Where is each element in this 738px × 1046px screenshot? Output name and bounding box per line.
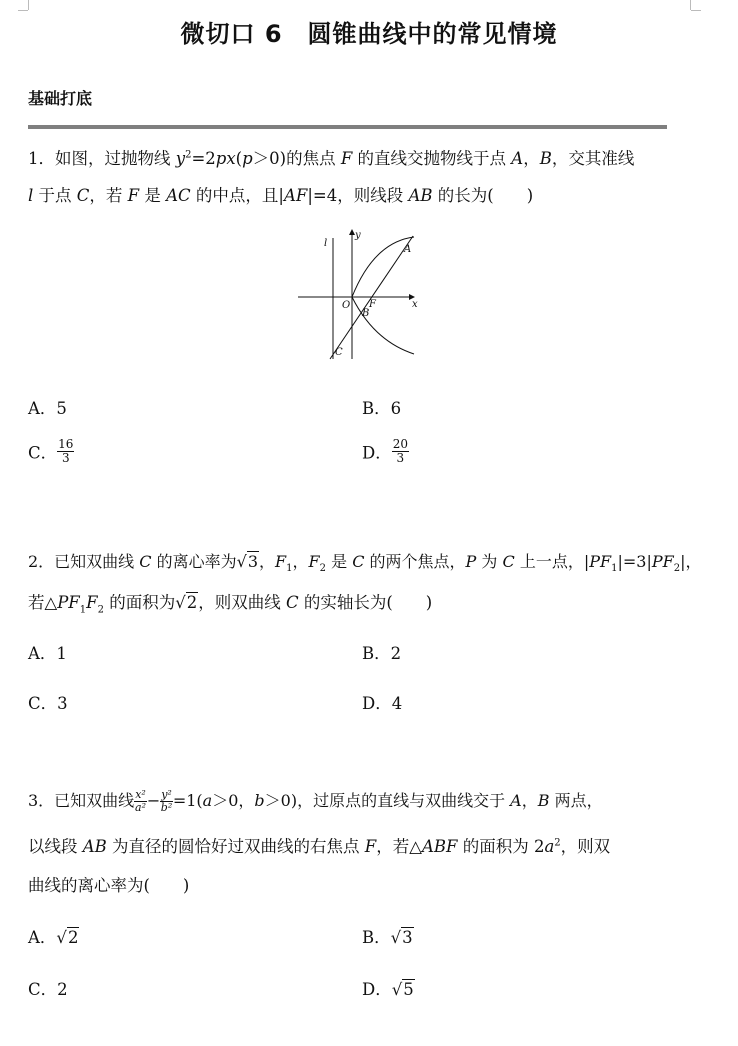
q1-line-2: l 于点 C，若 F 是 AC 的中点，且|AF|=4，则线段 AB 的长为( ) xyxy=(28,186,534,205)
label-B: B xyxy=(362,308,370,319)
label-O: O xyxy=(342,300,351,311)
q2-option-d[interactable]: D．4 xyxy=(362,694,403,713)
corner-mark-right-v xyxy=(690,0,691,10)
label-x: x xyxy=(412,299,418,310)
q3-line-2: 以线段 AB 为直径的圆恰好过双曲线的右焦点 F，若△ABF 的面积为 $2a^2$，则双 xyxy=(28,837,611,856)
section-divider xyxy=(28,125,667,129)
q3-option-d[interactable]: D．√5 xyxy=(362,980,414,999)
page-title: 微切口 6 圆锥曲线中的常见情境 xyxy=(180,20,558,48)
q3-option-b[interactable]: B．√3 xyxy=(362,928,413,947)
q3-line-1: 3．已知双曲线 $\frac{\text{x²}}{\text{a²}}$ − $\frac{\text{y²}}{\text{b²}}$ =1(a＞0，b＞0)，过原点的直线与双曲线交于 A，B 两点， xyxy=(28,788,603,814)
label-l: l xyxy=(324,238,328,249)
label-C: C xyxy=(335,347,343,358)
q3-option-c[interactable]: C．2 xyxy=(28,980,68,999)
label-A: A xyxy=(404,244,412,255)
q3-line-3: 曲线的离心率为( ) xyxy=(28,876,190,895)
q1-figure xyxy=(296,226,426,366)
section-heading: 基础打底 xyxy=(28,89,93,108)
corner-mark-left-v xyxy=(28,0,29,10)
q2-option-b[interactable]: B．2 xyxy=(362,644,402,663)
corner-mark-left-h xyxy=(18,10,28,11)
q1-option-d[interactable]: D． $\frac{20}{3}$ xyxy=(362,437,409,465)
label-y: y xyxy=(355,230,361,241)
q3-option-a[interactable]: A．√2 xyxy=(28,928,79,947)
q2-option-c[interactable]: C．3 xyxy=(28,694,68,713)
q2-option-a[interactable]: A．1 xyxy=(28,644,67,663)
q1-option-b[interactable]: B．6 xyxy=(362,399,402,418)
q2-line-1: 2．已知双曲线 C 的离心率为√3，$F_1$，$F_2$ 是 C 的两个焦点，P 为 C 上一点，$|PF_1|=3|PF_2|$， xyxy=(28,552,702,575)
q1-line-1: 1．如图，过抛物线 $y^2=2px(p>0)$的焦点 F 的直线交抛物线于点 A，B，交其准线 xyxy=(28,149,635,168)
corner-mark-right-h xyxy=(691,10,701,11)
q1-option-a[interactable]: A．5 xyxy=(28,399,67,418)
q1-option-c[interactable]: C． $\frac{16}{3}$ xyxy=(28,437,74,465)
q2-line-2: 若$\triangle PF_1F_2$ 的面积为√2，则双曲线 C 的实轴长为( ) xyxy=(28,593,433,616)
label-F: F xyxy=(369,299,376,310)
